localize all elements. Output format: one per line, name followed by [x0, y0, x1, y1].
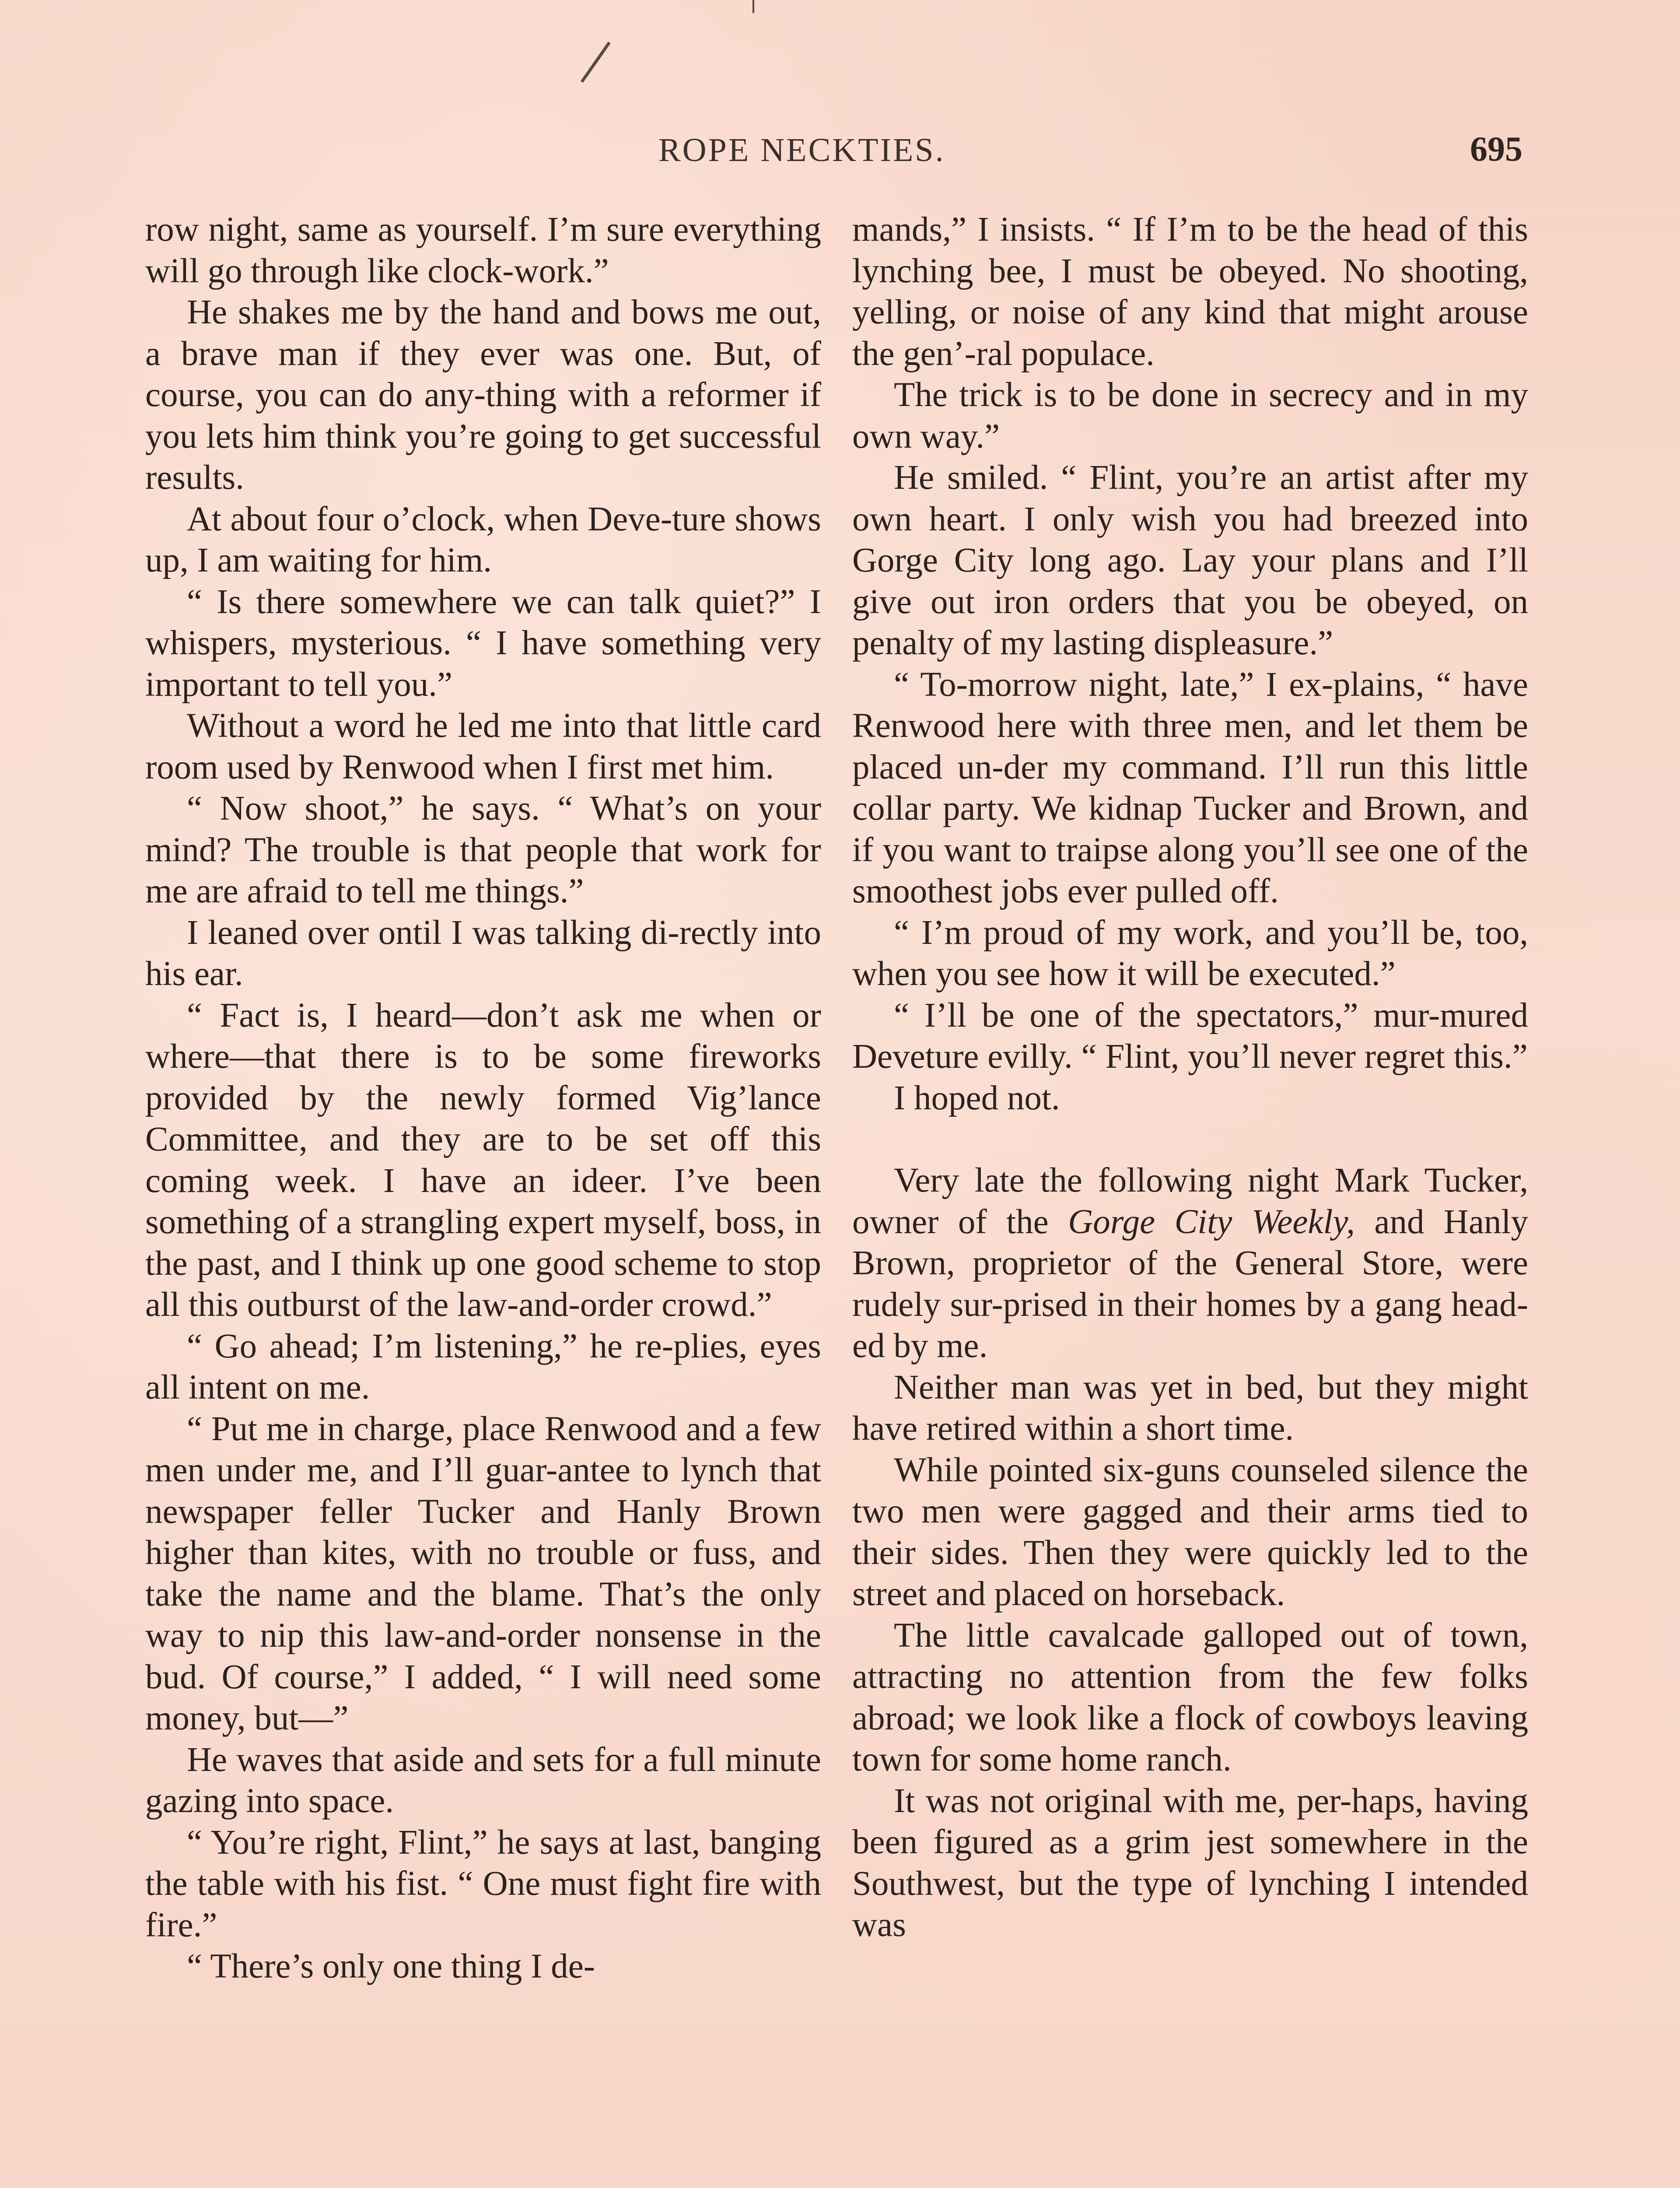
paragraph: I hoped not. [894, 1079, 1060, 1117]
paragraph-section-start [852, 1160, 1528, 1367]
paragraph: It was not original with me, per-haps, having been figured as a grim jest somewhere in the Southwest, but the type of lynching I intended was [852, 1781, 1528, 1944]
left-column [145, 209, 821, 1988]
stray-pen-mark [752, 0, 760, 13]
paragraph: “ I’m proud of my work, and you’ll be, too, when you see how it will be executed.” [852, 913, 1528, 993]
paragraph: While pointed six-guns counseled silence the two men were gagged and their arms tied to their sides. Then they were quickly led to the street and placed on horseback. [852, 1451, 1528, 1613]
paragraph: “ There’s only one thing I de- [187, 1947, 595, 1985]
paragraph: “ To-morrow night, late,” I ex-plains, “ have Renwood here with three men, and let them be placed un-der my command. I’ll run this little collar party. We kidnap Tucker and Brown, and if you want to traipse along you’ll see one of the smoothest jobs ever pulled off. [852, 665, 1528, 910]
text-run: and Hanly Brown, proprietor of the General Store, were rudely sur-prised in their homes by a gang head-ed by me. [852, 1203, 1528, 1365]
paragraph: At about four o’clock, when Deve-ture shows up, I am waiting for him. [145, 500, 821, 579]
paragraph: “ Now shoot,” he says. “ What’s on your mind? The trouble is that people that work for me are afraid to tell me things.” [145, 789, 821, 910]
paragraph: He waves that aside and sets for a full minute gazing into space. [145, 1740, 821, 1820]
paragraph: He shakes me by the hand and bows me out, a brave man if they ever was one. But, of course, you can do any-thing with a reformer if you lets him think you’re going to get successful results. [145, 293, 821, 497]
paragraph: Without a word he led me into that little card room used by Renwood when I first met him. [145, 707, 821, 786]
paragraph: “ Go ahead; I’m listening,” he re-plies, eyes all intent on me. [145, 1327, 821, 1406]
right-column [852, 209, 1528, 1946]
paragraph: He smiled. “ Flint, you’re an artist after my own heart. I only wish you had breezed into Gorge City long ago. Lay your plans and I’ll give out iron orders that you be obeyed, on penalty of my lasting displeasure.” [852, 459, 1528, 662]
paragraph: row night, same as yourself. I’m sure everything will go through like clock-work.” [145, 210, 821, 290]
text-run: Very late the following night Mark Tucker, owner of the [852, 1161, 1528, 1241]
paragraph: “ Put me in charge, place Renwood and a few men under me, and I’ll guar-antee to lynch that newspaper feller Tucker and Hanly Brown higher than kites, with no trouble or fuss, and take the name and the blame. That’s the only way to nip this law-and-order nonsense in the bud. Of course,” I added, “ I will need some money, but—” [145, 1410, 821, 1737]
paragraph: I leaned over ontil I was talking di-rectly into his ear. [145, 913, 821, 993]
paragraph: “ You’re right, Flint,” he says at last, banging the table with his fist. “ One must fight fire with fire.” [145, 1823, 821, 1944]
paragraph: “ Fact is, I heard—don’t ask me when or where—that there is to be some fireworks provided by the newly formed Vig’lance Committee, and they are to be set off this coming week. I have an ideer. I’ve been something of a strangling expert myself, boss, in the past, and I think up one good scheme to stop all this outburst of the law-and-order crowd.” [145, 996, 821, 1324]
stray-pen-stroke [581, 42, 615, 86]
paragraph: Neither man was yet in bed, but they might have retired within a short time. [852, 1368, 1528, 1448]
paragraph: “ Is there somewhere we can talk quiet?” I whispers, mysterious. “ I have something very important to tell you.” [145, 582, 821, 704]
paragraph: The trick is to be done in secrecy and in my own way.” [852, 376, 1528, 456]
paragraph: mands,” I insists. “ If I’m to be the head of this lynching bee, I must be obeyed. No shooting, yelling, or noise of any kind that might arouse the gen’-ral populace. [852, 210, 1528, 373]
running-title: ROPE NECKTIES. [658, 132, 945, 168]
paragraph: The little cavalcade galloped out of town, attracting no attention from the few folks abroad; we look like a flock of cowboys leaving town for some home ranch. [852, 1616, 1528, 1778]
publication-title: Gorge City Weekly, [1068, 1203, 1355, 1241]
page-header [0, 131, 1680, 179]
page-number: 695 [1470, 130, 1522, 168]
paragraph: “ I’ll be one of the spectators,” mur-mured Deveture evilly. “ Flint, you’ll never regret this.” [852, 996, 1528, 1076]
